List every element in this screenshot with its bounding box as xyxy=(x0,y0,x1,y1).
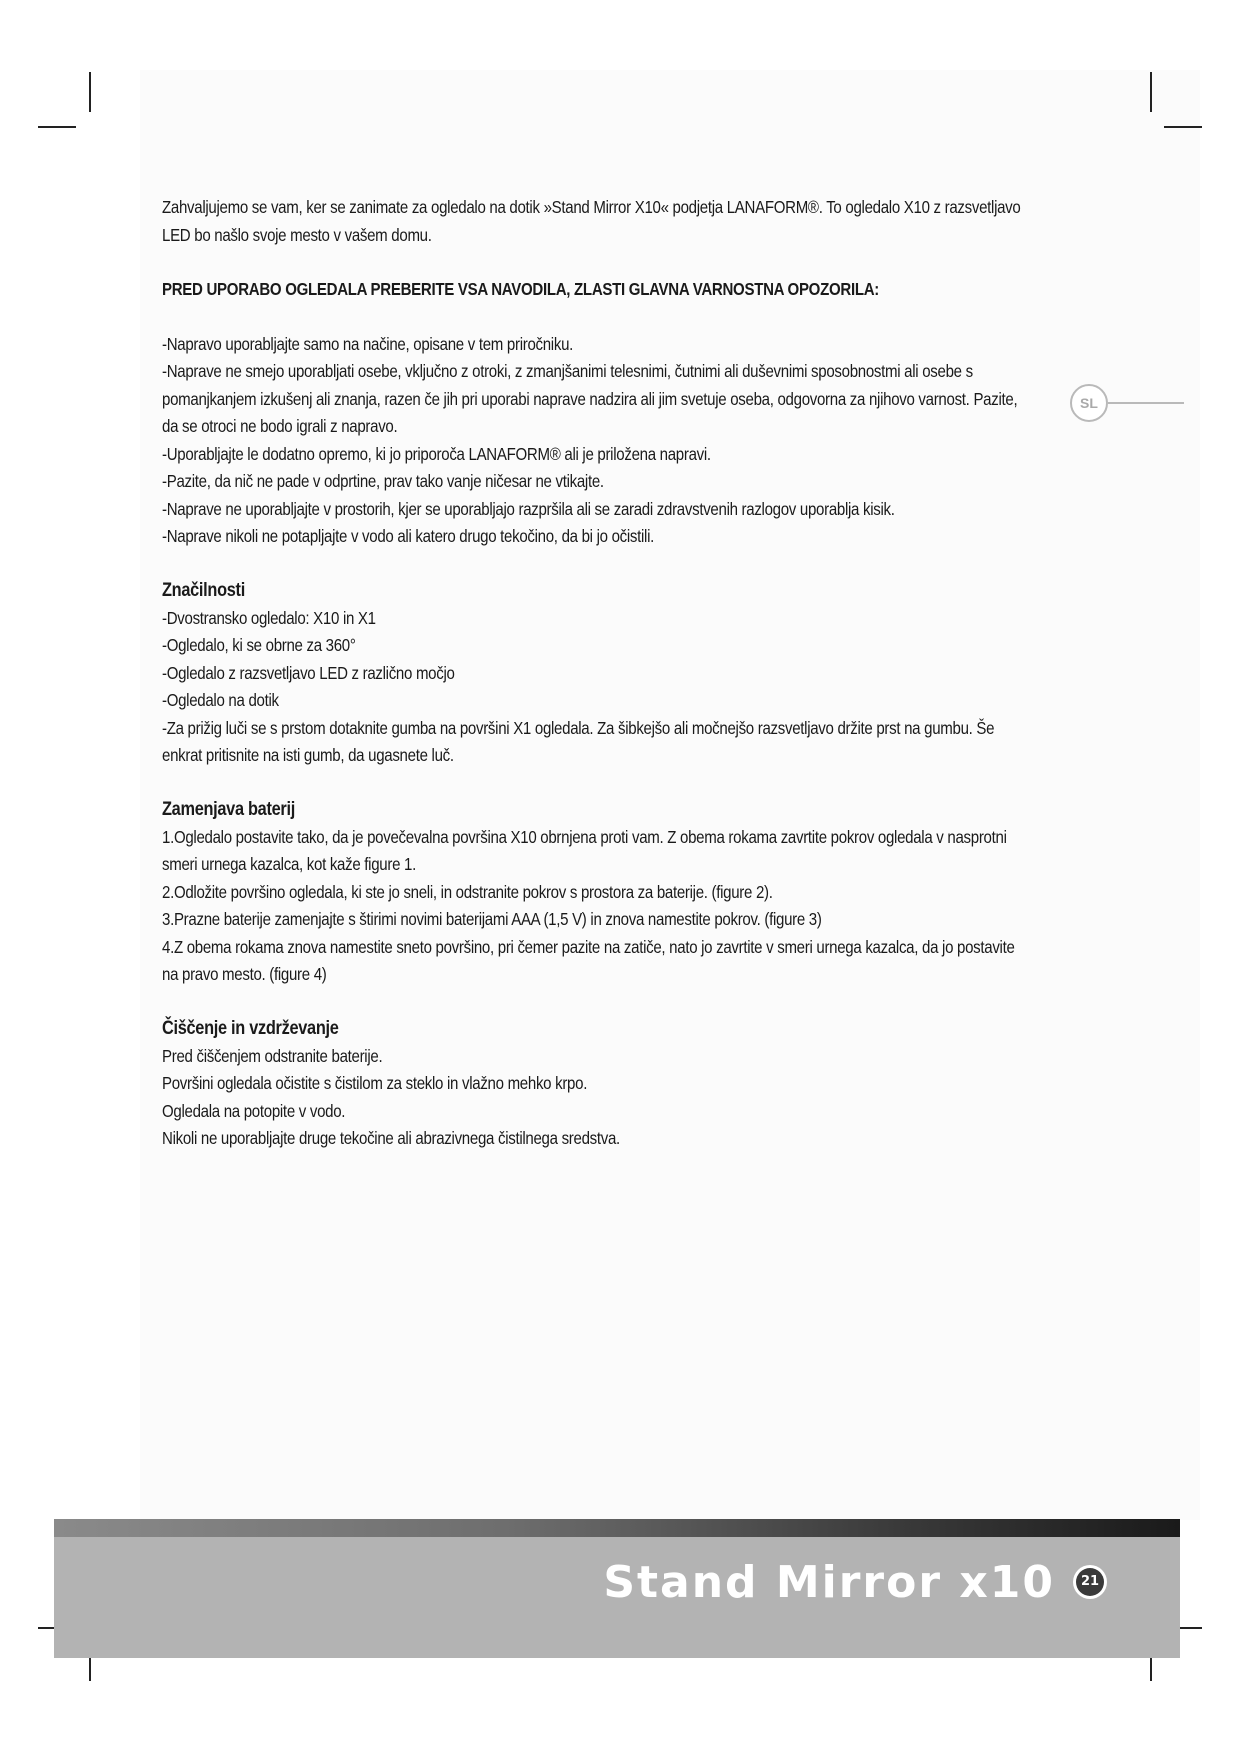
intro-paragraph: Zahvaljujemo se vam, ker se zanimate za ogledalo na dotik »Stand Mirror X10« podjetja LANAFORM®. To ogledalo X10 z razsvetljavo LED bo našlo svoje mesto v vašem domu. xyxy=(162,197,1021,245)
list-item: -Uporabljajte le dodatno opremo, ki jo priporoča LANAFORM® ali je priložena napravi. xyxy=(162,443,711,464)
list-item: 4.Z obema rokama znova namestite sneto površino, pri čemer pazite na zatiče, nato jo zavrtite v smeri urnega kazalca, da jo postavite na pravo mesto. (figure 4) xyxy=(162,936,1015,984)
language-tab-line xyxy=(1108,402,1184,404)
list-item: Nikoli ne uporabljajte druge tekočine ali abrazivnega čistilnega sredstva. xyxy=(162,1128,620,1148)
language-badge: SL xyxy=(1070,384,1108,422)
list-item: -Za prižig luči se s prstom dotaknite gumba na površini X1 ogledala. Za šibkejšo ali močnejšo razsvetljavo držite prst na gumbu. Še enkrat pritisnite na isti gumb, da ugasnete luč. xyxy=(162,717,995,765)
list-item: Površini ogledala očistite s čistilom za steklo in vlažno mehko krpo. xyxy=(162,1073,588,1093)
list-item: -Naprave ne smejo uporabljati osebe, vključno z otroki, z zmanjšanimi telesnimi, čutnimi ali duševnimi sposobnostmi ali osebe s pomanjkanjem izkušenj ali znanja, razen če jih pri uporabi naprave nadzira ali jim svetuje oseba, odgovorna za njihovo varnost. Pazite, da se otroci ne bodo igrali z napravo. xyxy=(162,361,1018,436)
features-heading: Značilnosti xyxy=(162,579,245,601)
list-item: 1.Ogledalo postavite tako, da je povečevalna površina X10 obrnjena proti vam. Z obema rokama zavrtite pokrov ogledala v nasprotni smeri urnega kazalca, kot kaže figure 1. xyxy=(162,826,1007,874)
cleaning-heading: Čiščenje in vzdrževanje xyxy=(162,1017,339,1039)
warning-heading: PRED UPORABO OGLEDALA PREBERITE VSA NAVODILA, ZLASTI GLAVNA VARNOSTNA OPOZORILA: xyxy=(162,279,880,299)
list-item: -Ogledalo z razsvetljavo LED z različno močjo xyxy=(162,662,455,683)
list-item: -Ogledalo na dotik xyxy=(162,690,279,710)
crop-mark-top-right-vertical xyxy=(1150,72,1152,112)
list-item: -Napravo uporabljajte samo na načine, opisane v tem priročniku. xyxy=(162,333,574,354)
list-item: Ogledala na potopite v vodo. xyxy=(162,1100,346,1121)
list-item: -Ogledalo, ki se obrne za 360° xyxy=(162,635,356,655)
list-item: -Pazite, da nič ne pade v odprtine, prav tako vanje ničesar ne vtikajte. xyxy=(162,471,604,491)
list-item: -Naprave nikoli ne potapljajte v vodo ali katero drugo tekočino, da bi jo očistili. xyxy=(162,526,655,546)
features-section xyxy=(162,577,1022,770)
list-item: -Naprave ne uporabljajte v prostorih, kjer se uporabljajo razpršila ali se zaradi zdravstvenih razlogov uporablja kisik. xyxy=(162,498,895,519)
cleaning-section xyxy=(162,1015,1022,1153)
footer-gradient-bar xyxy=(54,1519,1180,1537)
page-number-badge xyxy=(1073,1565,1107,1599)
language-tab xyxy=(1070,384,1184,424)
warning-list xyxy=(162,331,1022,551)
crop-mark-top-left-vertical xyxy=(89,72,91,112)
page-number: 21 xyxy=(1076,1568,1104,1596)
crop-mark-top-left-horizontal xyxy=(38,126,76,128)
crop-mark-top-right-horizontal xyxy=(1164,126,1202,128)
manual-content xyxy=(162,194,1021,1179)
list-item: 2.Odložite površino ogledala, ki ste jo sneli, in odstranite pokrov s prostora za baterije. (figure 2). xyxy=(162,881,773,902)
list-item: -Dvostransko ogledalo: X10 in X1 xyxy=(162,607,376,628)
list-item: Pred čiščenjem odstranite baterije. xyxy=(162,1045,383,1066)
product-title: Stand Mirror x10 xyxy=(603,1557,1055,1608)
list-item: 3.Prazne baterije zamenjajte s štirimi novimi baterijami AAA (1,5 V) in znova namestite pokrov. (figure 3) xyxy=(162,909,822,929)
battery-section xyxy=(162,796,1022,989)
battery-heading: Zamenjava baterij xyxy=(162,798,295,820)
